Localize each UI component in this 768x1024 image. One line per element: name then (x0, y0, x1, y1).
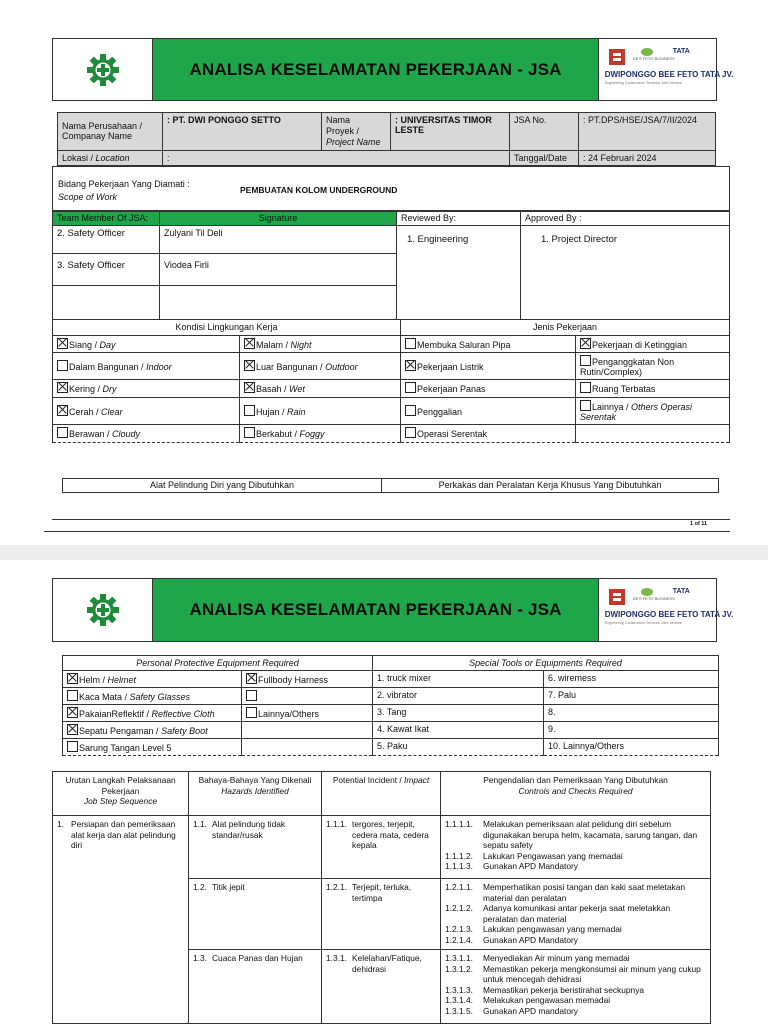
team-member-name: Viodea Firli (160, 254, 397, 286)
jsa-page-2 (0, 560, 768, 1024)
control-item: 1.2.1.3. Lakukan pengawasan yang memadai (445, 924, 622, 934)
ppe-item: Fullbody Harness (242, 671, 373, 688)
tool-item: 1. truck mixer (373, 671, 544, 688)
condition-item: Dalam Bangunan / Indoor (53, 353, 240, 380)
tata-logo-icon: TATA (672, 48, 690, 55)
job-type-item: Lainnya / Others Operasi Serentak (576, 398, 730, 425)
page-number: 1 of 11 (690, 521, 708, 527)
reviewed-value: 1. Engineering (397, 226, 521, 320)
checkbox[interactable] (67, 690, 78, 701)
safety-gear-logo (53, 39, 153, 100)
ppe-table (62, 655, 719, 756)
ppe-bar-left: Alat Pelindung Diri yang Dibutuhkan (63, 479, 382, 493)
tool-item: 6. wiremess (544, 671, 719, 688)
condition-item: Luar Bangunan / Outdoor (240, 353, 401, 380)
controls-cell (441, 879, 711, 950)
dps-logo-icon (609, 589, 625, 605)
page-header (52, 38, 734, 101)
job-type-item: Pekerjaan Listrik (401, 353, 576, 380)
ppe-header: Personal Protective Equipment Required (63, 656, 373, 671)
info-table (57, 112, 716, 166)
tool-item: 8. (544, 705, 719, 722)
job-type-item: Ruang Terbatas (576, 380, 730, 398)
job-steps-table (52, 771, 711, 1024)
team-member-role: 3. Safety Officer (53, 254, 160, 286)
col-hazards: Bahaya-Bahaya Yang Dikenali Hazards Identified (189, 772, 322, 816)
approved-header: Approved By : (521, 212, 730, 226)
condition-item: Hujan / Rain (240, 398, 401, 425)
project-value: : UNIVERSITAS TIMOR LESTE (391, 113, 510, 151)
tool-item: 4. Kawat Ikat (373, 722, 544, 739)
checkbox[interactable] (580, 400, 591, 411)
checkbox-checked[interactable] (57, 382, 68, 393)
control-item: 1.3.1.5. Gunakan APD mandatory (445, 1005, 578, 1016)
checkbox[interactable] (57, 360, 68, 371)
job-type-item: Penganggkatan Non Rutin/Complex) (576, 353, 730, 380)
ppe-bar-right: Perkakas dan Peralatan Kerja Khusus Yang Dibutuhkan (382, 479, 719, 493)
dps-logo-icon (609, 49, 625, 65)
ppe-item: Helm / Helmet (63, 671, 242, 688)
condition-item: Siang / Day (53, 336, 240, 353)
hazard-item: 1.2. Titik jepit (189, 879, 322, 950)
signature-empty (160, 286, 397, 320)
conditions-table (52, 319, 730, 443)
condition-item: Cerah / Clear (53, 398, 240, 425)
ppe-bar (62, 478, 719, 493)
ppe-item (242, 688, 373, 705)
signature-header: Signature (160, 212, 397, 226)
checkbox-checked[interactable] (67, 673, 78, 684)
checkbox-checked[interactable] (67, 707, 78, 718)
scope-value: PEMBUATAN KOLOM UNDERGROUND (240, 185, 398, 195)
location-label: Lokasi / Location (58, 151, 163, 166)
impact-item: 1.1.1. tergores, terjepit, cedera mata, cedera kepala (322, 816, 441, 879)
checkbox-checked[interactable] (246, 673, 257, 684)
ppe-item: Lainnya/Others (242, 705, 373, 722)
job-type-header: Jenis Pekerjaan (401, 320, 730, 336)
checkbox-checked[interactable] (244, 382, 255, 393)
company-logo: DE'S FETO BUSINESS TATA DWIPONGGO BEE FETO TATA JV. Engineering Construction Services Joint Venture (598, 579, 716, 641)
col-impact: Potential Incident / Impact (322, 772, 441, 816)
condition-item: Malam / Night (240, 336, 401, 353)
checkbox-checked[interactable] (244, 360, 255, 371)
jsa-number-label: JSA No. (510, 113, 579, 151)
gear-cross-icon (85, 592, 121, 628)
impact-item: 1.3.1. Kelelahan/Fatique, dehidrasi (322, 950, 441, 1024)
control-item: 1.3.1.3. Memastikan pekerja beristirahat seckupnya (445, 984, 645, 995)
control-item: 1.3.1.1. Menyediakan Air minum yang memadai (445, 953, 630, 963)
date-label: Tanggal/Date (510, 151, 579, 166)
job-type-item: Membuka Saluran Pipa (401, 336, 576, 353)
checkbox[interactable] (244, 405, 255, 416)
control-item: 1.3.1.2. Memastikan pekerja mengkonsumsi air minum yang cukup untuk mencegah dehidrasi (445, 963, 701, 984)
jsa-number-value: : PT.DPS/HSE/JSA/7/II/2024 (579, 113, 716, 151)
company-label: Nama Perusahaan / Companay Name (58, 113, 163, 151)
checkbox[interactable] (244, 427, 255, 438)
hazard-item: 1.3. Cuaca Panas dan Hujan (189, 950, 322, 1024)
condition-item: Berkabut / Foggy (240, 425, 401, 443)
checkbox[interactable] (67, 741, 78, 752)
page-header (52, 578, 734, 642)
impact-item: 1.2.1. Terjepit, terluka, tertimpa (322, 879, 441, 950)
team-member-empty (53, 286, 160, 320)
col-controls: Pengendalian dan Pemeriksaan Yang Dibutuhkan Controls and Checks Required (441, 772, 711, 816)
job-type-item: Pekerjaan Panas (401, 380, 576, 398)
company-logo-name: DWIPONGGO BEE FETO TATA JV. (604, 70, 734, 79)
ppe-item: PakaianReflektif / Reflective Cloth (63, 705, 242, 722)
col-job-step: Urutan Langkah Pelaksanaan Pekerjaan Job Step Sequence (53, 772, 189, 816)
job-step: 1. Persiapan dan pemeriksaan alat kerja dan alat pelindung diri (53, 816, 189, 1024)
checkbox-checked[interactable] (67, 724, 78, 735)
tool-item: 2. vibrator (373, 688, 544, 705)
control-item: 1.3.1.4. Melakukan pengawasan memadai (445, 995, 611, 1005)
team-member-name: Zulyani Til Deli (160, 226, 397, 254)
team-table (52, 211, 730, 320)
company-logo: DE'S FETO BUSINESS TATA DWIPONGGO BEE FETO TATA JV. Engineering Construction Services Joint Venture (598, 39, 716, 100)
ppe-item: Sarung Tangan Level 5 (63, 739, 242, 756)
condition-item: Berawan / Cloudy (53, 425, 240, 443)
ppe-item: Sepatu Pengaman / Safety Boot (63, 722, 242, 739)
team-header: Team Member Of JSA: (53, 212, 160, 226)
tool-item: 7. Palu (544, 688, 719, 705)
checkbox[interactable] (57, 427, 68, 438)
tool-item: 10. Lainnya/Others (544, 739, 719, 756)
safety-gear-logo (53, 579, 153, 641)
document-title: ANALISA KESELAMATAN PEKERJAAN - JSA (153, 39, 597, 100)
company-logo-subtitle: Engineering Construction Services Joint Venture (604, 81, 682, 85)
control-item: 1.2.1.1. Memperhatikan posisi tangan dan kaki saat meletakan material dan peralatan (445, 882, 686, 903)
hazard-item: 1.1. Alat pelindung tidak standar/rusak (189, 816, 322, 879)
controls-cell (441, 950, 711, 1024)
condition-item: Basah / Wet (240, 380, 401, 398)
footer-divider (44, 531, 730, 532)
checkbox[interactable] (405, 427, 416, 438)
ppe-empty (242, 722, 373, 739)
condition-item: Kering / Dry (53, 380, 240, 398)
job-type-item: Operasi Serentak (401, 425, 576, 443)
control-item: 1.1.1.2. Lakukan Pengawasan yang memadai (445, 850, 623, 861)
scope-label: Bidang Pekerjaan Yang Diamati : Scope of Work (58, 179, 190, 202)
checkbox[interactable] (246, 707, 257, 718)
job-type-item: Penggalian (401, 398, 576, 425)
checkbox-checked[interactable] (57, 405, 68, 416)
ppe-item: Kaca Mata / Safety Glasses (63, 688, 242, 705)
scope-of-work (52, 166, 730, 211)
tool-item: 3. Tang (373, 705, 544, 722)
checkbox-checked[interactable] (244, 338, 255, 349)
company-logo-subtitle: Engineering Construction Services Joint Venture (604, 621, 682, 625)
project-label: Nama Proyek / Project Name (322, 113, 391, 151)
checkbox-checked[interactable] (580, 338, 591, 349)
tool-item: 9. (544, 722, 719, 739)
checkbox[interactable] (580, 355, 591, 366)
checkbox[interactable] (580, 382, 591, 393)
tata-logo-icon: TATA (672, 588, 690, 595)
job-type-empty (576, 425, 730, 443)
tool-item: 5. Paku (373, 739, 544, 756)
control-item: 1.2.1.2. Adanya komunikasi antar pekerja saat meletakkan peralatan dan material (445, 903, 671, 924)
company-value: : PT. DWI PONGGO SETTO (163, 113, 322, 151)
checkbox[interactable] (405, 382, 416, 393)
checkbox-checked[interactable] (57, 338, 68, 349)
controls-cell (441, 816, 711, 879)
footer-divider (52, 519, 730, 520)
tools-header: Special Tools or Equipments Required (373, 656, 719, 671)
checkbox[interactable] (246, 690, 257, 701)
reviewed-header: Reviewed By: (397, 212, 521, 226)
leaf-logo-icon (641, 588, 653, 596)
company-logo-name: DWIPONGGO BEE FETO TATA JV. (604, 610, 734, 619)
control-item: 1.2.1.4. Gunakan APD Mandatory (445, 934, 578, 945)
ppe-empty (242, 739, 373, 756)
environment-header: Kondisi Lingkungan Kerja (53, 320, 401, 336)
job-type-item: Pekerjaan di Ketinggian (576, 336, 730, 353)
location-value: : (163, 151, 510, 166)
document-title: ANALISA KESELAMATAN PEKERJAAN - JSA (153, 579, 597, 641)
checkbox[interactable] (405, 405, 416, 416)
team-member-role: 2. Safety Officer (53, 226, 160, 254)
checkbox-checked[interactable] (405, 360, 416, 371)
date-value: : 24 Februari 2024 (579, 151, 716, 166)
control-item: 1.1.1.1. Melakukan pemeriksaan alat pelidung diri sebelum digunakakan berupa helm, kacamata, sarung tangan, dan sepatu safety (445, 819, 698, 850)
checkbox[interactable] (405, 338, 416, 349)
control-item: 1.1.1.3. Gunakan APD Mandatory (445, 861, 578, 871)
approved-value: 1. Project Director (521, 226, 730, 320)
leaf-logo-icon (641, 48, 653, 56)
gear-cross-icon (85, 52, 121, 88)
